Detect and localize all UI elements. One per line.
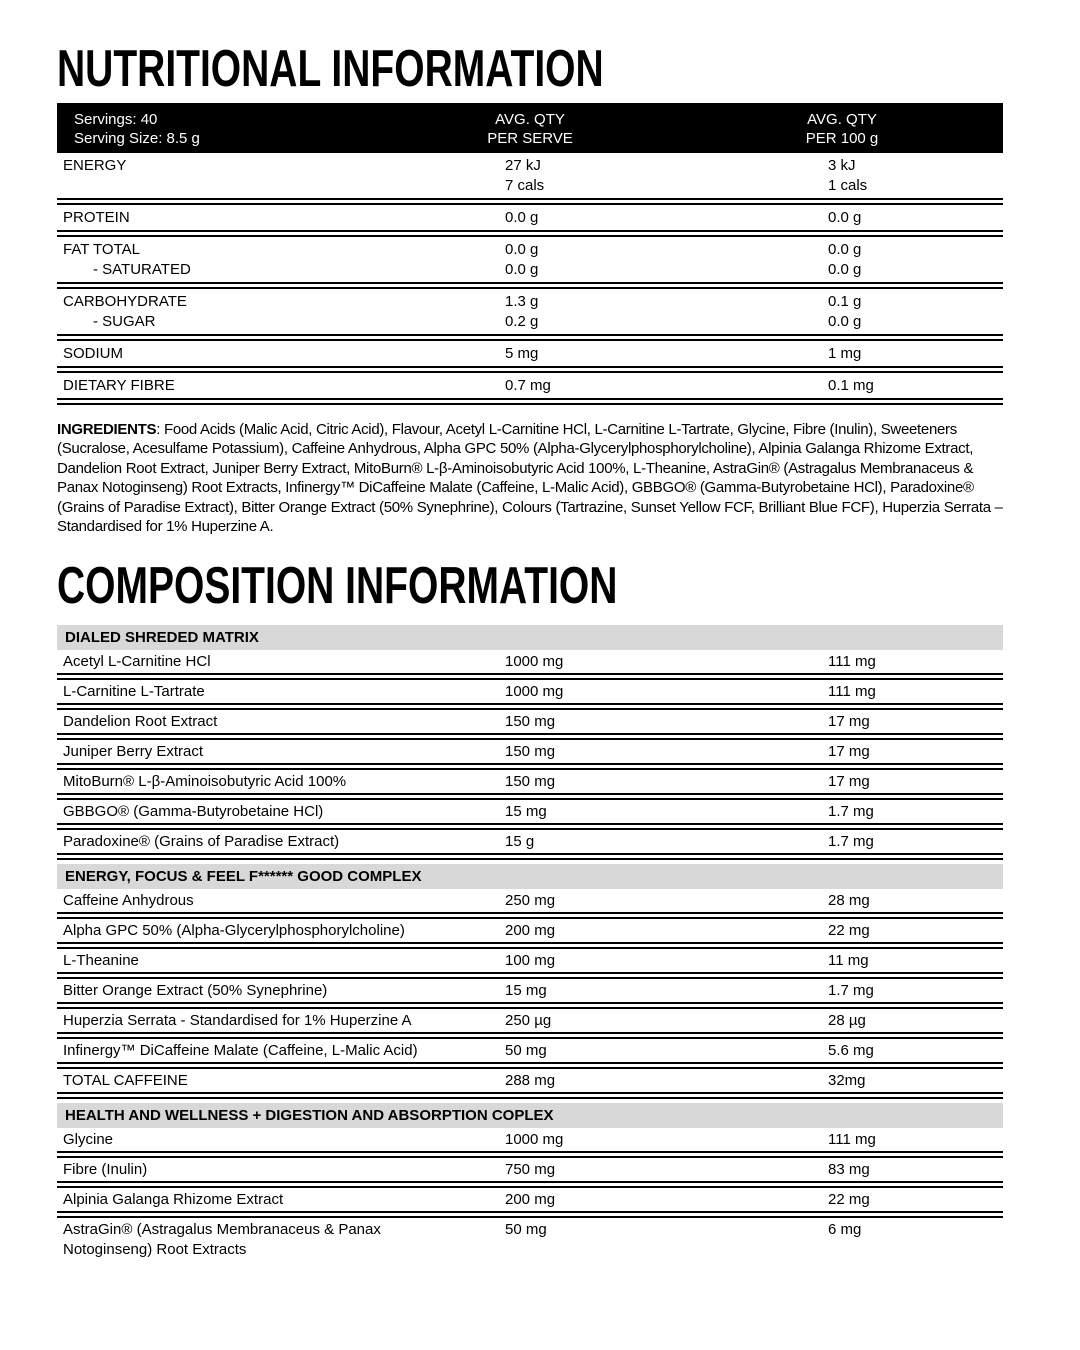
nutrition-row-line [63, 376, 1003, 396]
composition-row [57, 1218, 1003, 1261]
ingredient-name: TOTAL CAFFEINE [63, 1071, 188, 1089]
value-per-serve: 0.0 g [505, 208, 539, 226]
serving-info [74, 110, 200, 148]
row-divider [57, 703, 1003, 710]
value-per-100g: 22 mg [828, 1190, 870, 1208]
nutrition-row-line [63, 312, 1003, 332]
column-header-per-serve [487, 110, 573, 148]
value-per-serve: 1000 mg [505, 1130, 564, 1148]
row-divider [57, 823, 1003, 830]
value-per-100g: 17 mg [828, 772, 870, 790]
composition-information-title: COMPOSITION INFORMATION [57, 556, 618, 615]
row-divider [57, 912, 1003, 919]
value-per-serve: 15 mg [505, 802, 547, 820]
ingredient-name: Dandelion Root Extract [63, 712, 218, 730]
nutrition-row [57, 341, 1003, 366]
row-divider [57, 853, 1003, 860]
ingredient-name: GBBGO® (Gamma-Butyrobetaine HCl) [63, 802, 324, 820]
nutrition-row-line [63, 344, 1003, 364]
value-per-100g: 0.1 g [828, 292, 862, 310]
composition-row [57, 740, 1003, 763]
value-per-serve: 15 g [505, 832, 535, 850]
row-divider [57, 230, 1003, 237]
ingredient-name: AstraGin® (Astragalus Membranaceus & Panax Notoginseng) Root Extracts [63, 1220, 381, 1258]
value-per-serve: 1.3 g [505, 292, 539, 310]
value-per-100g: 83 mg [828, 1160, 870, 1178]
nutrient-label: SODIUM [63, 344, 123, 362]
nutrition-row-line [63, 260, 1003, 280]
ingredient-name: Juniper Berry Extract [63, 742, 204, 760]
row-divider [57, 673, 1003, 680]
ingredient-name: Bitter Orange Extract (50% Synephrine) [63, 981, 328, 999]
column-header-line: AVG. QTY [807, 110, 877, 128]
value-per-100g: 28 µg [828, 1011, 866, 1029]
value-per-100g: 0.0 g [828, 240, 862, 258]
value-per-serve: 7 cals [505, 176, 545, 194]
ingredient-name: Alpha GPC 50% (Alpha-Glycerylphosphorylcholine) [63, 921, 405, 939]
column-header-line: PER 100 g [805, 129, 879, 147]
section-header-bar: ENERGY, FOCUS & FEEL F****** GOOD COMPLEX [57, 864, 1003, 889]
ingredient-name: Infinergy™ DiCaffeine Malate (Caffeine, L-Malic Acid) [63, 1041, 418, 1059]
value-per-serve: 750 mg [505, 1160, 556, 1178]
composition-row [57, 650, 1003, 673]
row-divider [57, 793, 1003, 800]
ingredient-name: MitoBurn® L-β-Aminoisobutyric Acid 100% [63, 772, 347, 790]
ingredient-name: Acetyl L-Carnitine HCl [63, 652, 211, 670]
value-per-serve: 50 mg [505, 1220, 547, 1238]
nutrition-row-line [63, 292, 1003, 312]
nutritional-information-title: NUTRITIONAL INFORMATION [57, 40, 604, 98]
composition-row [57, 680, 1003, 703]
ingredient-name: L-Theanine [63, 951, 139, 969]
nutrition-row [57, 205, 1003, 230]
nutrient-label: PROTEIN [63, 208, 130, 226]
row-divider [57, 763, 1003, 770]
value-per-100g: 111 mg [828, 652, 876, 670]
nutrition-row-line [63, 240, 1003, 260]
nutrient-label: - SATURATED [93, 260, 191, 278]
value-per-serve: 150 mg [505, 712, 556, 730]
row-divider [57, 733, 1003, 740]
nutrition-row-line [63, 176, 1003, 196]
value-per-serve: 250 mg [505, 891, 556, 909]
value-per-100g: 1.7 mg [828, 832, 874, 850]
nutrition-row [57, 153, 1003, 198]
nutrition-row [57, 373, 1003, 398]
serving-size-label: Serving Size: 8.5 g [74, 129, 200, 147]
value-per-100g: 32mg [828, 1071, 866, 1089]
value-per-serve: 250 µg [505, 1011, 552, 1029]
nutrient-label: ENERGY [63, 156, 127, 174]
value-per-serve: 1000 mg [505, 652, 564, 670]
nutrition-table-header-bar [57, 103, 1003, 153]
value-per-100g: 1.7 mg [828, 981, 874, 999]
ingredient-name: L-Carnitine L-Tartrate [63, 682, 205, 700]
value-per-serve: 0.2 g [505, 312, 539, 330]
section-header-bar: HEALTH AND WELLNESS + DIGESTION AND ABSORPTION COPLEX [57, 1103, 1003, 1128]
row-divider [57, 198, 1003, 205]
value-per-100g: 111 mg [828, 1130, 876, 1148]
ingredient-name: Glycine [63, 1130, 114, 1148]
ingredient-name: Fibre (Inulin) [63, 1160, 148, 1178]
servings-label: Servings: 40 [74, 110, 158, 128]
value-per-100g: 3 kJ [828, 156, 856, 174]
row-divider [57, 1211, 1003, 1218]
composition-row [57, 1009, 1003, 1032]
composition-row [57, 800, 1003, 823]
value-per-100g: 28 mg [828, 891, 870, 909]
value-per-100g: 1 mg [828, 344, 862, 362]
value-per-serve: 150 mg [505, 772, 556, 790]
value-per-100g: 1.7 mg [828, 802, 874, 820]
value-per-100g: 0.0 g [828, 260, 862, 278]
value-per-serve: 15 mg [505, 981, 547, 999]
row-divider [57, 942, 1003, 949]
nutrition-row [57, 237, 1003, 282]
composition-row [57, 1158, 1003, 1181]
row-divider [57, 282, 1003, 289]
row-divider [57, 1062, 1003, 1069]
composition-row [57, 1069, 1003, 1092]
nutrient-label: FAT TOTAL [63, 240, 140, 258]
value-per-100g: 5.6 mg [828, 1041, 874, 1059]
ingredient-name: Paradoxine® (Grains of Paradise Extract) [63, 832, 340, 850]
ingredients-text: : Food Acids (Malic Acid, Citric Acid), Flavour, Acetyl L-Carnitine HCl, L-Carnitine L-Tartrate, Glycine, Fibre (Inulin), Sweeteners (Sucralose, Acesulfame Potassium), Caffeine Anhydrous, Alpha GPC 50% (Alpha-Glycerylphosphorylcholine), Alpinia Galanga Rhizome Extract, Dandelion Root Extract, Juniper Berry Extract, MitoBurn® L-β-Aminoisobutyric Acid 100%, L-Theanine, AstraGin® (Astragalus Membranaceus & Panax Notoginseng) Root Extracts, Infinergy™ DiCaffeine Malate (Caffeine, L-Malic Acid), GBBGO® (Gamma-Butyrobetaine HCl), Paradoxine® (Grains of Paradise Extract), Bitter Orange Extract (50% Synephrine), Colours (Tartrazine, Sunset Yellow FCF, Brilliant Blue FCF), Huperzia Serrata – Standardised for 1% Huperzine A. [57, 420, 1003, 536]
composition-row [57, 1188, 1003, 1211]
composition-row [57, 889, 1003, 912]
composition-table [57, 625, 1003, 1261]
value-per-serve: 27 kJ [505, 156, 541, 174]
column-header-line: AVG. QTY [495, 110, 565, 128]
section-header-bar: DIALED SHREDED MATRIX [57, 625, 1003, 650]
row-divider [57, 1032, 1003, 1039]
nutrition-row-line [63, 156, 1003, 176]
value-per-serve: 0.7 mg [505, 376, 551, 394]
value-per-100g: 17 mg [828, 742, 870, 760]
value-per-serve: 1000 mg [505, 682, 564, 700]
nutrient-label: - SUGAR [93, 312, 156, 330]
composition-row [57, 1128, 1003, 1151]
value-per-serve: 200 mg [505, 1190, 556, 1208]
nutrient-label: DIETARY FIBRE [63, 376, 175, 394]
row-divider [57, 972, 1003, 979]
value-per-serve: 0.0 g [505, 240, 539, 258]
nutrition-row [57, 289, 1003, 334]
value-per-100g: 0.0 g [828, 312, 862, 330]
value-per-serve: 150 mg [505, 742, 556, 760]
nutrition-table [57, 103, 1003, 405]
value-per-100g: 0.1 mg [828, 376, 874, 394]
composition-row [57, 919, 1003, 942]
nutrition-row-line [63, 208, 1003, 228]
ingredient-name: Huperzia Serrata - Standardised for 1% Huperzine A [63, 1011, 412, 1029]
value-per-100g: 17 mg [828, 712, 870, 730]
ingredients-paragraph [57, 420, 1003, 537]
ingredient-name: Caffeine Anhydrous [63, 891, 194, 909]
value-per-serve: 50 mg [505, 1041, 547, 1059]
value-per-100g: 1 cals [828, 176, 868, 194]
value-per-serve: 200 mg [505, 921, 556, 939]
value-per-serve: 5 mg [505, 344, 539, 362]
value-per-100g: 22 mg [828, 921, 870, 939]
row-divider [57, 1092, 1003, 1099]
composition-row [57, 1039, 1003, 1062]
composition-row [57, 979, 1003, 1002]
row-divider [57, 1151, 1003, 1158]
nutrition-rows [57, 153, 1003, 405]
row-divider [57, 398, 1003, 405]
composition-row [57, 770, 1003, 793]
ingredient-name: Alpinia Galanga Rhizome Extract [63, 1190, 284, 1208]
row-divider [57, 366, 1003, 373]
row-divider [57, 1002, 1003, 1009]
row-divider [57, 334, 1003, 341]
column-header-line: PER SERVE [487, 129, 573, 147]
column-header-per-100g [806, 110, 879, 148]
value-per-100g: 6 mg [828, 1220, 862, 1238]
value-per-serve: 0.0 g [505, 260, 539, 278]
nutrient-label: CARBOHYDRATE [63, 292, 187, 310]
value-per-serve: 288 mg [505, 1071, 556, 1089]
composition-row [57, 830, 1003, 853]
ingredients-label: INGREDIENTS [57, 420, 157, 438]
value-per-serve: 100 mg [505, 951, 556, 969]
value-per-100g: 11 mg [828, 951, 869, 969]
value-per-100g: 111 mg [828, 682, 876, 700]
value-per-100g: 0.0 g [828, 208, 862, 226]
row-divider [57, 1181, 1003, 1188]
composition-row [57, 949, 1003, 972]
composition-row [57, 710, 1003, 733]
